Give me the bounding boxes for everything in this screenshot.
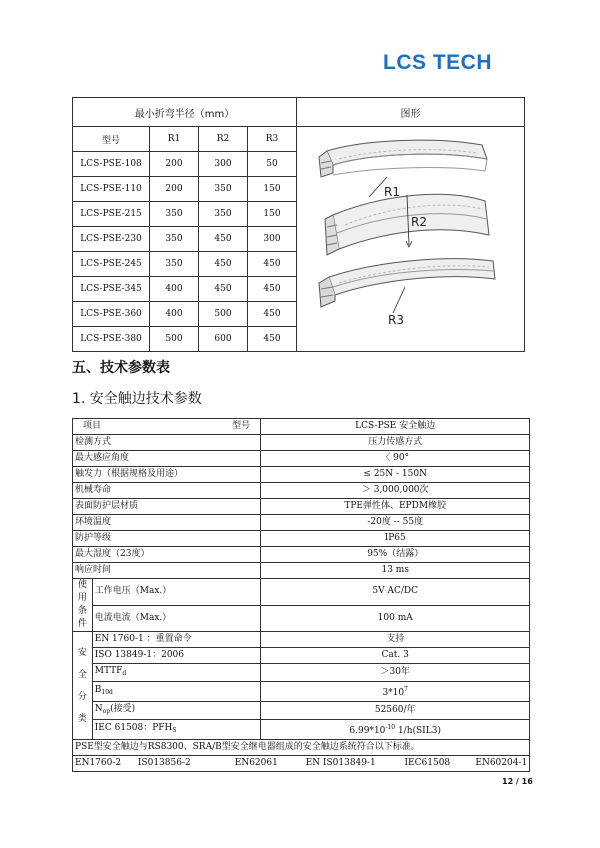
param-header-cell bbox=[73, 419, 261, 435]
table-row bbox=[73, 563, 530, 579]
param-value: 95%（结露） bbox=[261, 547, 530, 563]
table-row bbox=[73, 648, 530, 664]
param-value: 支持 bbox=[261, 632, 530, 648]
header-item: 项目 bbox=[83, 421, 102, 431]
param-label: $B_{10d}$ bbox=[92, 682, 260, 702]
table-row bbox=[73, 605, 530, 632]
r1-cell: 400 bbox=[150, 302, 199, 327]
param-label: 机械寿命 bbox=[73, 483, 261, 499]
model-cell: LCS-PSE-345 bbox=[73, 277, 150, 302]
standard-item: IS013856-2 bbox=[137, 758, 191, 768]
param-label: EN 1760-1 ：重置命令 bbox=[92, 632, 260, 648]
param-label: $MTTF_d$ bbox=[92, 664, 260, 682]
r2-cell: 350 bbox=[199, 177, 248, 202]
compliance-note: PSE型安全触边与RS8300、SRA/B型安全继电器组成的安全触边系统符合以下标准。 bbox=[73, 740, 530, 756]
param-label: $N_{op}$(接受) bbox=[92, 702, 260, 720]
tech-params-table bbox=[72, 418, 530, 772]
param-label: 最大感应角度 bbox=[73, 451, 261, 467]
standard-item: EN60204-1 bbox=[475, 758, 528, 768]
table-row bbox=[73, 467, 530, 483]
param-value: -20度 -- 55度 bbox=[261, 515, 530, 531]
r3-cell: 150 bbox=[248, 177, 297, 202]
r3-cell: 450 bbox=[248, 327, 297, 352]
table-row bbox=[73, 720, 530, 740]
standard-item: EN62061 bbox=[234, 758, 278, 768]
standard-item: EN IS013849-1 bbox=[305, 758, 376, 768]
r1-cell: 200 bbox=[150, 177, 199, 202]
bend-figure bbox=[297, 137, 524, 342]
r1-cell: 350 bbox=[150, 252, 199, 277]
param-value: 13 ms bbox=[261, 563, 530, 579]
standards-list bbox=[73, 756, 530, 772]
param-label: 触发力（根据规格及用途） bbox=[73, 467, 261, 483]
conditions-group-label: 使 用 条 件 bbox=[73, 579, 93, 632]
r1-cell: 500 bbox=[150, 327, 199, 352]
param-value: $6.99*10^{-10}$ 1/h(SIL3) bbox=[261, 720, 530, 740]
param-label: IEC 61508：$PFH_S$ bbox=[92, 720, 260, 740]
col-header-model: 型号 bbox=[73, 127, 150, 152]
standard-item: IEC61508 bbox=[404, 758, 451, 768]
page-number: 12 / 16 bbox=[502, 777, 533, 786]
table-row bbox=[73, 579, 530, 606]
param-label: 防护等级 bbox=[73, 531, 261, 547]
section-heading: 五、技术参数表 bbox=[72, 360, 170, 376]
label-r1: R1 bbox=[384, 184, 400, 199]
param-value: Cat. 3 bbox=[261, 648, 530, 664]
param-value: TPE弹性体、EPDM橡胶 bbox=[261, 499, 530, 515]
param-label: ISO 13849-1：2006 bbox=[92, 648, 260, 664]
r3-cell: 50 bbox=[248, 152, 297, 177]
param-value: IP65 bbox=[261, 531, 530, 547]
param-value: $3*10^7$ bbox=[261, 682, 530, 702]
table-row bbox=[73, 664, 530, 682]
bend-figure-cell bbox=[297, 127, 525, 352]
label-r2: R2 bbox=[411, 214, 427, 229]
param-label: 最大湿度（23度） bbox=[73, 547, 261, 563]
r3-cell: 150 bbox=[248, 202, 297, 227]
param-value: ＞ 3,000,000次 bbox=[261, 483, 530, 499]
r3-cell: 450 bbox=[248, 277, 297, 302]
table-row bbox=[73, 740, 530, 756]
param-label: 环境温度 bbox=[73, 515, 261, 531]
r1-cell: 400 bbox=[150, 277, 199, 302]
r2-cell: 450 bbox=[199, 277, 248, 302]
param-label: 响应时间 bbox=[73, 563, 261, 579]
r3-cell: 450 bbox=[248, 252, 297, 277]
param-label: 工作电压（Max.） bbox=[92, 579, 260, 606]
header-model: 型号 bbox=[232, 421, 251, 431]
brand-logo: LCS TECH bbox=[383, 51, 492, 74]
figure-header: 图形 bbox=[297, 98, 525, 127]
safety-group-label: 安 全 分 类 bbox=[73, 632, 93, 740]
col-header-r1: R1 bbox=[150, 127, 199, 152]
bending-radius-table bbox=[72, 97, 525, 352]
table-row bbox=[73, 547, 530, 563]
param-value: ＞30年 bbox=[261, 664, 530, 682]
param-value: 5V AC/DC bbox=[261, 579, 530, 606]
table-row bbox=[73, 483, 530, 499]
r2-cell: 300 bbox=[199, 152, 248, 177]
col-header-r2: R2 bbox=[199, 127, 248, 152]
param-label: 检测方式 bbox=[73, 435, 261, 451]
table-row bbox=[73, 531, 530, 547]
standard-item: EN1760-2 bbox=[75, 758, 122, 768]
model-cell: LCS-PSE-108 bbox=[73, 152, 150, 177]
r1-cell: 200 bbox=[150, 152, 199, 177]
label-r3: R3 bbox=[388, 312, 404, 327]
header-value: LCS-PSE 安全触边 bbox=[261, 419, 530, 435]
table-row bbox=[73, 515, 530, 531]
r1-cell: 350 bbox=[150, 202, 199, 227]
table-row bbox=[73, 682, 530, 702]
model-cell: LCS-PSE-245 bbox=[73, 252, 150, 277]
r3-cell: 300 bbox=[248, 227, 297, 252]
model-cell: LCS-PSE-215 bbox=[73, 202, 150, 227]
r2-cell: 450 bbox=[199, 252, 248, 277]
table-row bbox=[73, 756, 530, 772]
r2-cell: 450 bbox=[199, 227, 248, 252]
col-header-r3: R3 bbox=[248, 127, 297, 152]
table-row bbox=[73, 435, 530, 451]
param-value: 压力传感方式 bbox=[261, 435, 530, 451]
param-value: 52560/年 bbox=[261, 702, 530, 720]
subsection-heading: 1. 安全触边技术参数 bbox=[72, 391, 202, 407]
model-cell: LCS-PSE-360 bbox=[73, 302, 150, 327]
r2-cell: 500 bbox=[199, 302, 248, 327]
table-row bbox=[73, 632, 530, 648]
table-row bbox=[73, 451, 530, 467]
table-row bbox=[73, 702, 530, 720]
table-row bbox=[73, 499, 530, 515]
param-value: 100 mA bbox=[261, 605, 530, 632]
r3-cell: 450 bbox=[248, 302, 297, 327]
param-value: 〈 90° bbox=[261, 451, 530, 467]
radius-table-title: 最小折弯半径（mm） bbox=[73, 98, 297, 127]
r2-cell: 600 bbox=[199, 327, 248, 352]
r2-cell: 350 bbox=[199, 202, 248, 227]
model-cell: LCS-PSE-230 bbox=[73, 227, 150, 252]
r1-cell: 350 bbox=[150, 227, 199, 252]
model-cell: LCS-PSE-110 bbox=[73, 177, 150, 202]
param-label: 表面防护层材质 bbox=[73, 499, 261, 515]
param-value: ≤ 25N - 150N bbox=[261, 467, 530, 483]
param-label: 电流电流（Max.） bbox=[92, 605, 260, 632]
bend-profile-illustrations bbox=[297, 137, 524, 342]
model-cell: LCS-PSE-380 bbox=[73, 327, 150, 352]
